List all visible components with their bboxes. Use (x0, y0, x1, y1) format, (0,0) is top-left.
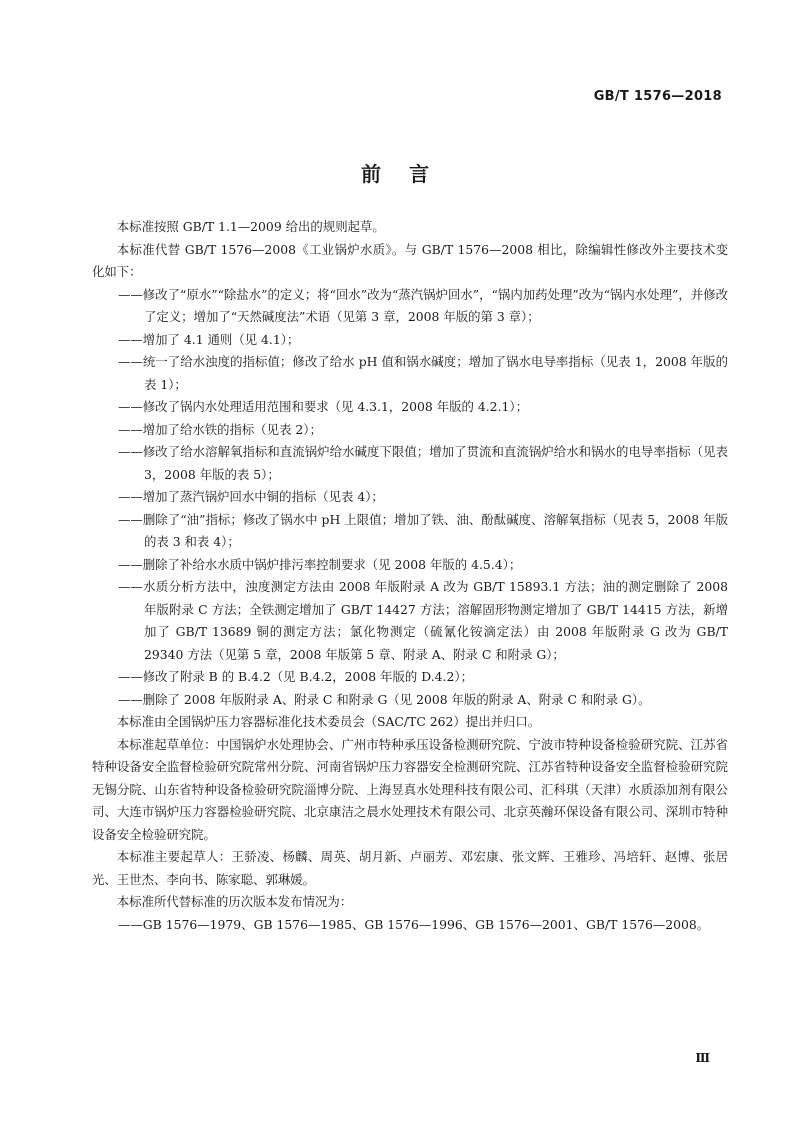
change-item: ——修改了给水溶解氧指标和直流锅炉给水碱度下限值；增加了贯流和直流锅炉给水和锅水的电导率指标（见表 3，2008 年版的表 5）； (118, 444, 728, 482)
change-item: ——水质分析方法中，浊度测定方法由 2008 年版附录 A 改为 GB/T 15893.1 方法；油的测定删除了 2008 年版附录 C 方法；全铁测定增加了 GB/T 14427 方法；溶解固形物测定增加了 GB/T 14415 方法，新增加了 GB/T 13689 铜的测定方法；氯化物测定（硫氰化铵滴定法）由 2008 年版附录 G 改为 GB/T 29340 方法（见第 5 章，2008 年版第 5 章、附录 A、附录 C 和附录 G）； (118, 579, 728, 662)
change-item: ——增加了给水铁的指标（见表 2）； (118, 421, 322, 437)
history-item: ——GB 1576—1979、GB 1576—1985、GB 1576—1996、GB 1576—2001、GB/T 1576—2008。 (118, 916, 710, 932)
drafting-units-paragraph: 本标准起草单位：中国锅炉水处理协会、广州市特种承压设备检测研究院、宁波市特种设备检验研究院、江苏省特种设备安全监督检验研究院常州分院、河南省锅炉压力容器安全检测研究院、江苏省特种设备安全监督检验研究院无锡分院、山东省特种设备检验研究院淄博分院、上海昱真水处理科技有限公司、汇科琪（天津）水质添加剂有限公司、大连市锅炉压力容器检验研究院、北京康洁之晨水处理技术有限公司、北京英瀚环保设备有限公司、深圳市特种设备安全检验研究院。 (92, 736, 728, 842)
change-item: ——删除了补给水水质中锅炉排污率控制要求（见 2008 年版的 4.5.4）； (118, 556, 522, 572)
change-item: ——修改了附录 B 的 B.4.2（见 B.4.2，2008 年版的 D.4.2）； (118, 669, 473, 684)
change-item: ——修改了锅内水处理适用范围和要求（见 4.3.1，2008 年版的 4.2.1）； (118, 399, 528, 414)
change-item: ——修改了“原水”“除盐水”的定义；将“回水”改为“蒸汽锅炉回水”，“锅内加药处理”改为“锅内水处理”，并修改了定义；增加了“天然碱度法”术语（见第 3 章，2008 年版的第 3 章）； (118, 286, 728, 324)
page-title: 前言 (361, 162, 457, 186)
page-number: Ⅲ (695, 1051, 710, 1065)
replacement-paragraph: 本标准代替 GB/T 1576—2008《工业锅炉水质》。与 GB/T 1576—2008 相比，除编辑性修改外主要技术变化如下： (92, 241, 728, 279)
history-intro-paragraph: 本标准所代替标准的历次版本发布情况为： (116, 894, 353, 909)
drafting-rules-paragraph: 本标准按照 GB/T 1.1—2009 给出的规则起草。 (116, 219, 385, 234)
change-item: ——增加了蒸汽锅炉回水中铜的指标（见表 4）； (118, 489, 384, 504)
change-item: ——删除了 2008 年版附录 A、附录 C 和附录 G（见 2008 年版的附录 A、附录 C 和附录 G）。 (118, 691, 651, 707)
change-item: ——删除了“油”指标；修改了锅水中 pH 上限值；增加了铁、油、酚酞碱度、溶解氧指标（见表 5，2008 年版的表 3 和表 4）； (118, 511, 728, 549)
foreword-body (92, 216, 728, 936)
change-item: ——增加了 4.1 通则（见 4.1）； (118, 331, 300, 347)
change-item: ——统一了给水浊度的指标值；修改了给水 pH 值和锅水碱度；增加了锅水电导率指标（见表 1，2008 年版的表 1）； (118, 354, 728, 392)
committee-paragraph: 本标准由全国锅炉压力容器标准化技术委员会（SAC/TC 262）提出并归口。 (116, 714, 541, 729)
standard-number: GB/T 1576—2018 (593, 89, 722, 104)
drafters-paragraph: 本标准主要起草人：王骄凌、杨麟、周英、胡月新、卢丽芳、邓宏康、张文辉、王雅珍、冯培轩、赵博、张居光、王世杰、李向书、陈家聪、郭琳媛。 (92, 849, 728, 887)
